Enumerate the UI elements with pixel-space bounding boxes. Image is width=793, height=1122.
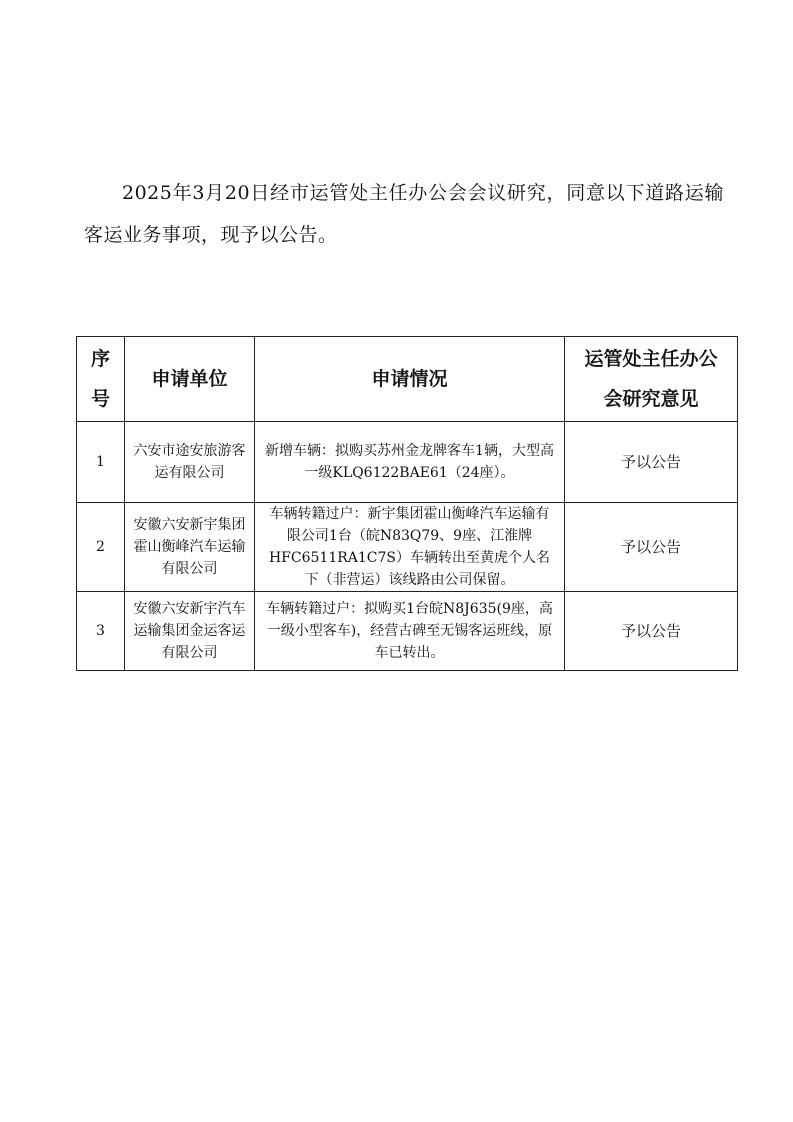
row-opinion: 予以公告 <box>565 503 738 592</box>
row-index: 1 <box>77 422 125 503</box>
row-unit: 安徽六安新宇集团霍山衡峰汽车运输有限公司 <box>125 503 255 592</box>
row-detail: 新增车辆：拟购买苏州金龙牌客车1辆，大型高一级KLQ6122BAE61（24座）。 <box>255 422 565 503</box>
row-detail: 车辆转籍过户：拟购买1台皖N8J635(9座，高一级小型客车)，经营古碑至无锡客运班线，原车已转出。 <box>255 592 565 671</box>
row-opinion: 予以公告 <box>565 422 738 503</box>
header-opinion-line1: 运管处主任办公 <box>584 348 718 370</box>
header-opinion-line2: 会研究意见 <box>603 388 699 410</box>
header-unit: 申请单位 <box>125 337 255 422</box>
intro-paragraph: 2025年3月20日经市运管处主任办公会会议研究，同意以下道路运输客运业务事项，现予以公告。 <box>84 182 724 246</box>
row-unit: 安徽六安新宇汽车运输集团金运客运有限公司 <box>125 592 255 671</box>
header-index-line1: 序 <box>90 348 110 370</box>
row-index: 2 <box>77 503 125 592</box>
row-detail: 车辆转籍过户：新宇集团霍山衡峰汽车运输有限公司1台（皖N83Q79、9座、江淮牌HFC6511RA1C7S）车辆转出至黄虎个人名下（非营运）该线路由公司保留。 <box>255 503 565 592</box>
announcement-intro <box>84 172 724 256</box>
announcement-table <box>76 336 738 671</box>
header-index-line2: 号 <box>90 388 110 410</box>
row-unit: 六安市途安旅游客运有限公司 <box>125 422 255 503</box>
row-index: 3 <box>77 592 125 671</box>
table-row <box>77 503 738 592</box>
header-index <box>77 337 125 422</box>
table-row <box>77 592 738 671</box>
header-detail: 申请情况 <box>255 337 565 422</box>
table-header-row <box>77 337 738 422</box>
table-row <box>77 422 738 503</box>
header-opinion <box>565 337 738 422</box>
row-opinion: 予以公告 <box>565 592 738 671</box>
